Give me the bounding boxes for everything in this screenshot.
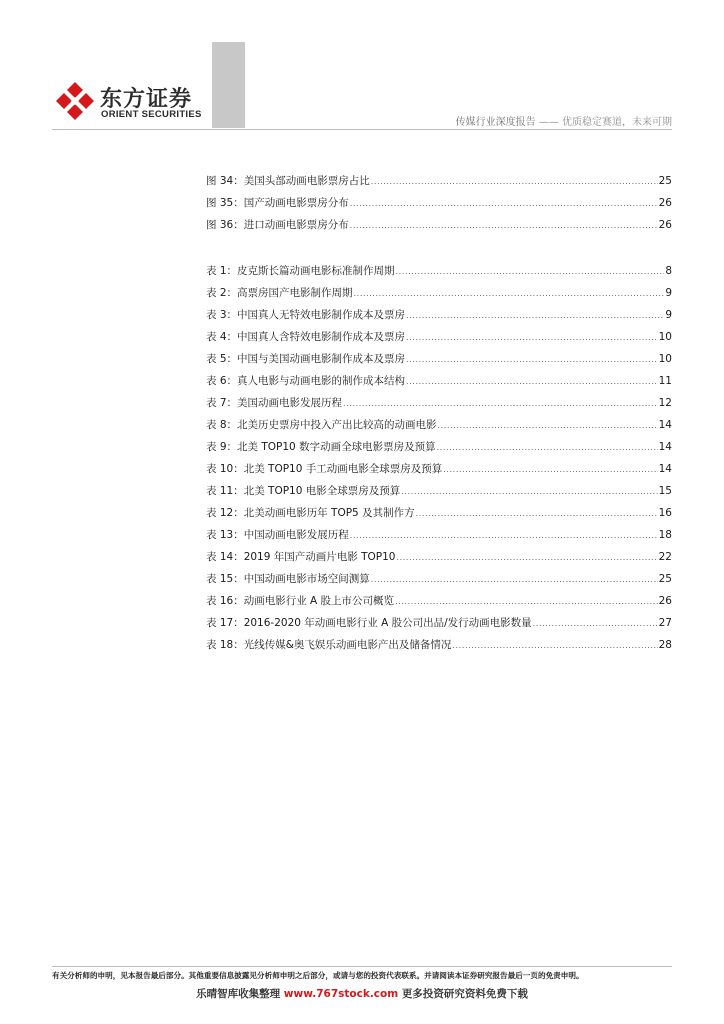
table-toc-entry[interactable]: [206, 616, 672, 638]
toc-entry-label: 图 34：美国头部动画电影票房占比: [206, 175, 370, 187]
toc-leader-dots: [438, 419, 658, 433]
toc-entry-label: 表 14：2019 年国产动画片电影 TOP10: [206, 551, 396, 563]
toc-entry-label: 表 12：北美动画电影历年 TOP5 及其制作方: [206, 507, 415, 519]
toc-leader-dots: [406, 331, 658, 345]
table-toc-entry[interactable]: [206, 264, 672, 286]
toc-entry-label: 表 6：真人电影与动画电影的制作成本结构: [206, 375, 406, 387]
toc-leader-dots: [371, 175, 658, 189]
toc-entry-label: 表 2：高票房国产电影制作周期: [206, 287, 353, 299]
toc-entry-label: 表 9：北美 TOP10 数字动画全球电影票房及预算: [206, 441, 436, 453]
toc-entry-label: 图 35：国产动画电影票房分布: [206, 197, 349, 209]
toc-entry-label: 表 13：中国动画电影发展历程: [206, 529, 349, 541]
toc-leader-dots: [406, 375, 658, 389]
toc-entry-label: 表 1：皮克斯长篇动画电影标准制作周期: [206, 265, 395, 277]
table-toc-entry[interactable]: [206, 506, 672, 528]
promo-prefix: 乐晴智库收集整理: [196, 988, 284, 1000]
table-toc-entry[interactable]: [206, 286, 672, 308]
toc-page-number: 18: [658, 529, 672, 541]
toc-leader-dots: [452, 639, 657, 653]
toc-page-number: 15: [658, 485, 672, 497]
toc-page-number: 14: [658, 419, 672, 431]
header-gray-bar: [212, 42, 245, 128]
toc-entry-label: 表 3：中国真人无特效电影制作成本及票房: [206, 309, 406, 321]
toc-page-number: 12: [658, 397, 672, 409]
toc-page-number: 25: [658, 573, 672, 585]
figure-list: [206, 174, 672, 240]
figure-toc-entry[interactable]: [206, 174, 672, 196]
table-toc-entry[interactable]: [206, 440, 672, 462]
header-divider: [52, 129, 672, 130]
toc-entry-label: 表 11：北美 TOP10 电影全球票房及预算: [206, 485, 401, 497]
toc-page-number: 9: [665, 309, 672, 321]
table-toc-entry[interactable]: [206, 594, 672, 616]
toc-entry-label: 表 17：2016-2020 年动画电影行业 A 股公司出品/发行动画电影数量: [206, 617, 532, 629]
toc-leader-dots: [396, 265, 665, 279]
toc-page-number: 9: [665, 287, 672, 299]
table-list: [206, 264, 672, 660]
table-toc-entry[interactable]: [206, 396, 672, 418]
toc-page-number: 14: [658, 463, 672, 475]
toc-leader-dots: [416, 507, 658, 521]
toc-page-number: 10: [658, 331, 672, 343]
table-toc-entry[interactable]: [206, 352, 672, 374]
report-type: 传媒行业深度报告: [455, 117, 536, 128]
toc-leader-dots: [437, 441, 658, 455]
toc-entry-label: 表 5：中国与美国动画电影制作成本及票房: [206, 353, 406, 365]
toc-entry-label: 表 7：美国动画电影发展历程: [206, 397, 343, 409]
toc-leader-dots: [350, 529, 658, 543]
toc-page-number: 22: [658, 551, 672, 563]
toc-leader-dots: [395, 595, 658, 609]
table-toc-entry[interactable]: [206, 572, 672, 594]
toc-page-number: 27: [658, 617, 672, 629]
logo-english-name: ORIENT SECURITIES: [101, 109, 202, 120]
figure-toc-entry[interactable]: [206, 196, 672, 218]
table-toc-entry[interactable]: [206, 330, 672, 352]
toc-leader-dots: [371, 573, 658, 587]
table-toc-entry[interactable]: [206, 638, 672, 660]
toc-page-number: 25: [658, 175, 672, 187]
toc-page-number: 26: [658, 595, 672, 607]
toc-leader-dots: [533, 617, 658, 631]
table-toc-entry[interactable]: [206, 550, 672, 572]
toc-entry-label: 表 18：光线传媒&奥飞娱乐动画电影产出及储备情况: [206, 639, 452, 651]
table-toc-entry[interactable]: [206, 374, 672, 396]
report-subtitle: 优质稳定赛道，未来可期: [562, 117, 672, 128]
toc-leader-dots: [354, 287, 665, 301]
toc-leader-dots: [406, 309, 664, 323]
toc-entry-label: 表 8：北美历史票房中投入产出比较高的动画电影: [206, 419, 437, 431]
promo-suffix: 更多投资研究资料免费下载: [398, 988, 528, 1000]
toc-page-number: 11: [658, 375, 672, 387]
toc-entry-label: 表 4：中国真人含特效电影制作成本及票房: [206, 331, 406, 343]
toc-page-number: 10: [658, 353, 672, 365]
footer-divider: [52, 966, 672, 967]
orient-logo-icon: [54, 80, 96, 122]
toc-page-number: 28: [658, 639, 672, 651]
footer-disclaimer: 有关分析师的申明，见本报告最后部分。其他重要信息披露见分析师申明之后部分，或请与您的投资代表联系。并请阅读本证券研究报告最后一页的免责申明。: [52, 971, 584, 980]
figure-toc-entry[interactable]: [206, 218, 672, 240]
footer-promo: [0, 986, 724, 1001]
table-toc-entry[interactable]: [206, 528, 672, 550]
toc-leader-dots: [401, 485, 657, 499]
toc-page-number: 8: [665, 265, 672, 277]
toc-entry-label: 表 16：动画电影行业 A 股上市公司概览: [206, 595, 395, 607]
table-toc-entry[interactable]: [206, 484, 672, 506]
toc-entry-label: 图 36：进口动画电影票房分布: [206, 219, 349, 231]
header-separator: ——: [535, 117, 562, 128]
toc-page-number: 26: [658, 197, 672, 209]
report-header: [456, 113, 672, 128]
table-toc-entry[interactable]: [206, 418, 672, 440]
logo-chinese-name: 东方证券: [100, 87, 193, 112]
table-toc-entry[interactable]: [206, 462, 672, 484]
toc-entry-label: 表 10：北美 TOP10 手工动画电影全球票房及预算: [206, 463, 443, 475]
toc-leader-dots: [396, 551, 657, 565]
toc-entry-label: 表 15：中国动画电影市场空间测算: [206, 573, 370, 585]
toc-leader-dots: [343, 397, 658, 411]
toc-page-number: 14: [658, 441, 672, 453]
toc-leader-dots: [443, 463, 657, 477]
toc-leader-dots: [350, 197, 658, 211]
toc-page-number: 26: [658, 219, 672, 231]
toc-page-number: 16: [658, 507, 672, 519]
toc-leader-dots: [406, 353, 658, 367]
table-toc-entry[interactable]: [206, 308, 672, 330]
toc-leader-dots: [350, 219, 658, 233]
promo-link[interactable]: www.767stock.com: [283, 988, 399, 1000]
